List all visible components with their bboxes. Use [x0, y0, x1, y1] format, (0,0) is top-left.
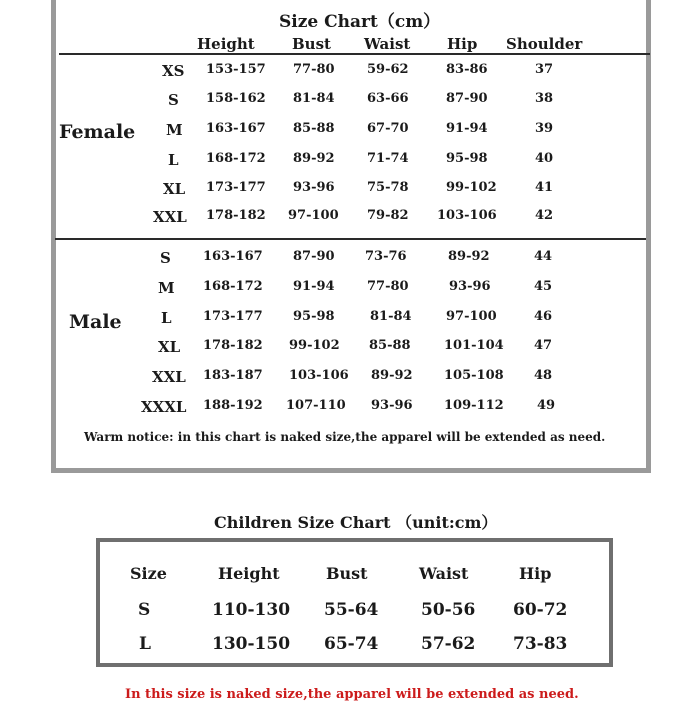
hip-value: 105-108	[444, 368, 504, 383]
size-label: XL	[158, 338, 181, 356]
hip-value: 93-96	[449, 279, 491, 294]
waist-value: 67-70	[367, 121, 409, 136]
shoulder-value: 38	[535, 91, 554, 106]
bust-value: 85-88	[293, 121, 335, 136]
child-height: 110-130	[212, 600, 291, 620]
waist-value: 73-76	[365, 249, 407, 264]
shoulder-value: 46	[534, 309, 553, 324]
size-label: XXXL	[141, 398, 187, 416]
height-value: 153-157	[206, 62, 266, 77]
male-group-label: Male	[69, 311, 122, 333]
height-value: 173-177	[206, 180, 266, 195]
child-size: S	[138, 600, 151, 620]
adult-chart-title: Size Chart（cm）	[279, 12, 441, 32]
warm-notice: Warm notice: in this chart is naked size,the apparel will be extended as need.	[84, 430, 606, 444]
shoulder-value: 47	[534, 338, 553, 353]
child-hip: 73-83	[513, 634, 568, 654]
child-header-size: Size	[130, 564, 167, 583]
bust-value: 99-102	[289, 338, 340, 353]
bust-value: 107-110	[286, 398, 346, 413]
child-header-height: Height	[218, 564, 280, 583]
waist-value: 77-80	[367, 279, 409, 294]
header-waist: Waist	[364, 35, 411, 53]
size-label: XL	[163, 180, 186, 198]
size-label: L	[168, 151, 179, 169]
waist-value: 59-62	[367, 62, 409, 77]
bust-value: 95-98	[293, 309, 335, 324]
height-value: 178-182	[203, 338, 263, 353]
height-value: 158-162	[206, 91, 266, 106]
hip-value: 87-90	[446, 91, 488, 106]
hip-value: 89-92	[448, 249, 490, 264]
size-label: L	[161, 309, 172, 327]
child-header-waist: Waist	[419, 564, 469, 583]
child-waist: 50-56	[421, 600, 476, 620]
height-value: 163-167	[206, 121, 266, 136]
height-value: 188-192	[203, 398, 263, 413]
bust-value: 93-96	[293, 180, 335, 195]
shoulder-value: 40	[535, 151, 554, 166]
hip-value: 91-94	[446, 121, 488, 136]
hip-value: 97-100	[446, 309, 497, 324]
waist-value: 93-96	[371, 398, 413, 413]
shoulder-value: 48	[534, 368, 553, 383]
child-header-bust: Bust	[326, 564, 368, 583]
height-value: 183-187	[203, 368, 263, 383]
height-value: 168-172	[206, 151, 266, 166]
shoulder-value: 42	[535, 208, 554, 223]
child-header-hip: Hip	[519, 564, 552, 583]
bust-value: 97-100	[288, 208, 339, 223]
size-label: XXL	[153, 208, 187, 226]
shoulder-value: 37	[535, 62, 554, 77]
bust-value: 89-92	[293, 151, 335, 166]
child-size: L	[139, 634, 151, 654]
size-label: S	[168, 91, 179, 109]
header-bust: Bust	[292, 35, 331, 53]
waist-value: 75-78	[367, 180, 409, 195]
shoulder-value: 41	[535, 180, 554, 195]
header-height: Height	[197, 35, 255, 53]
shoulder-value: 44	[534, 249, 553, 264]
child-bust: 65-74	[324, 634, 379, 654]
header-shoulder: Shoulder	[506, 35, 583, 53]
waist-value: 79-82	[367, 208, 409, 223]
header-divider	[59, 53, 650, 55]
bust-value: 81-84	[293, 91, 335, 106]
shoulder-value: 49	[537, 398, 556, 413]
hip-value: 103-106	[437, 208, 497, 223]
header-hip: Hip	[447, 35, 478, 53]
size-label: M	[166, 121, 183, 139]
waist-value: 85-88	[369, 338, 411, 353]
hip-value: 95-98	[446, 151, 488, 166]
size-label: XXL	[152, 368, 186, 386]
waist-value: 71-74	[367, 151, 409, 166]
child-hip: 60-72	[513, 600, 568, 620]
height-value: 168-172	[203, 279, 263, 294]
hip-value: 109-112	[444, 398, 504, 413]
hip-value: 83-86	[446, 62, 488, 77]
bust-value: 103-106	[289, 368, 349, 383]
height-value: 163-167	[203, 249, 263, 264]
children-chart-title: Children Size Chart （unit:cm）	[214, 513, 498, 532]
child-bust: 55-64	[324, 600, 379, 620]
bust-value: 77-80	[293, 62, 335, 77]
shoulder-value: 45	[534, 279, 553, 294]
waist-value: 81-84	[370, 309, 412, 324]
children-notice: In this size is naked size,the apparel will be extended as need.	[125, 687, 579, 702]
bust-value: 87-90	[293, 249, 335, 264]
child-waist: 57-62	[421, 634, 476, 654]
size-label: S	[160, 249, 171, 267]
waist-value: 89-92	[371, 368, 413, 383]
shoulder-value: 39	[535, 121, 554, 136]
size-label: M	[158, 279, 175, 297]
female-group-label: Female	[59, 121, 136, 143]
group-divider	[55, 238, 646, 240]
hip-value: 101-104	[444, 338, 504, 353]
height-value: 178-182	[206, 208, 266, 223]
height-value: 173-177	[203, 309, 263, 324]
waist-value: 63-66	[367, 91, 409, 106]
child-height: 130-150	[212, 634, 291, 654]
bust-value: 91-94	[293, 279, 335, 294]
size-label: XS	[162, 62, 185, 80]
hip-value: 99-102	[446, 180, 497, 195]
